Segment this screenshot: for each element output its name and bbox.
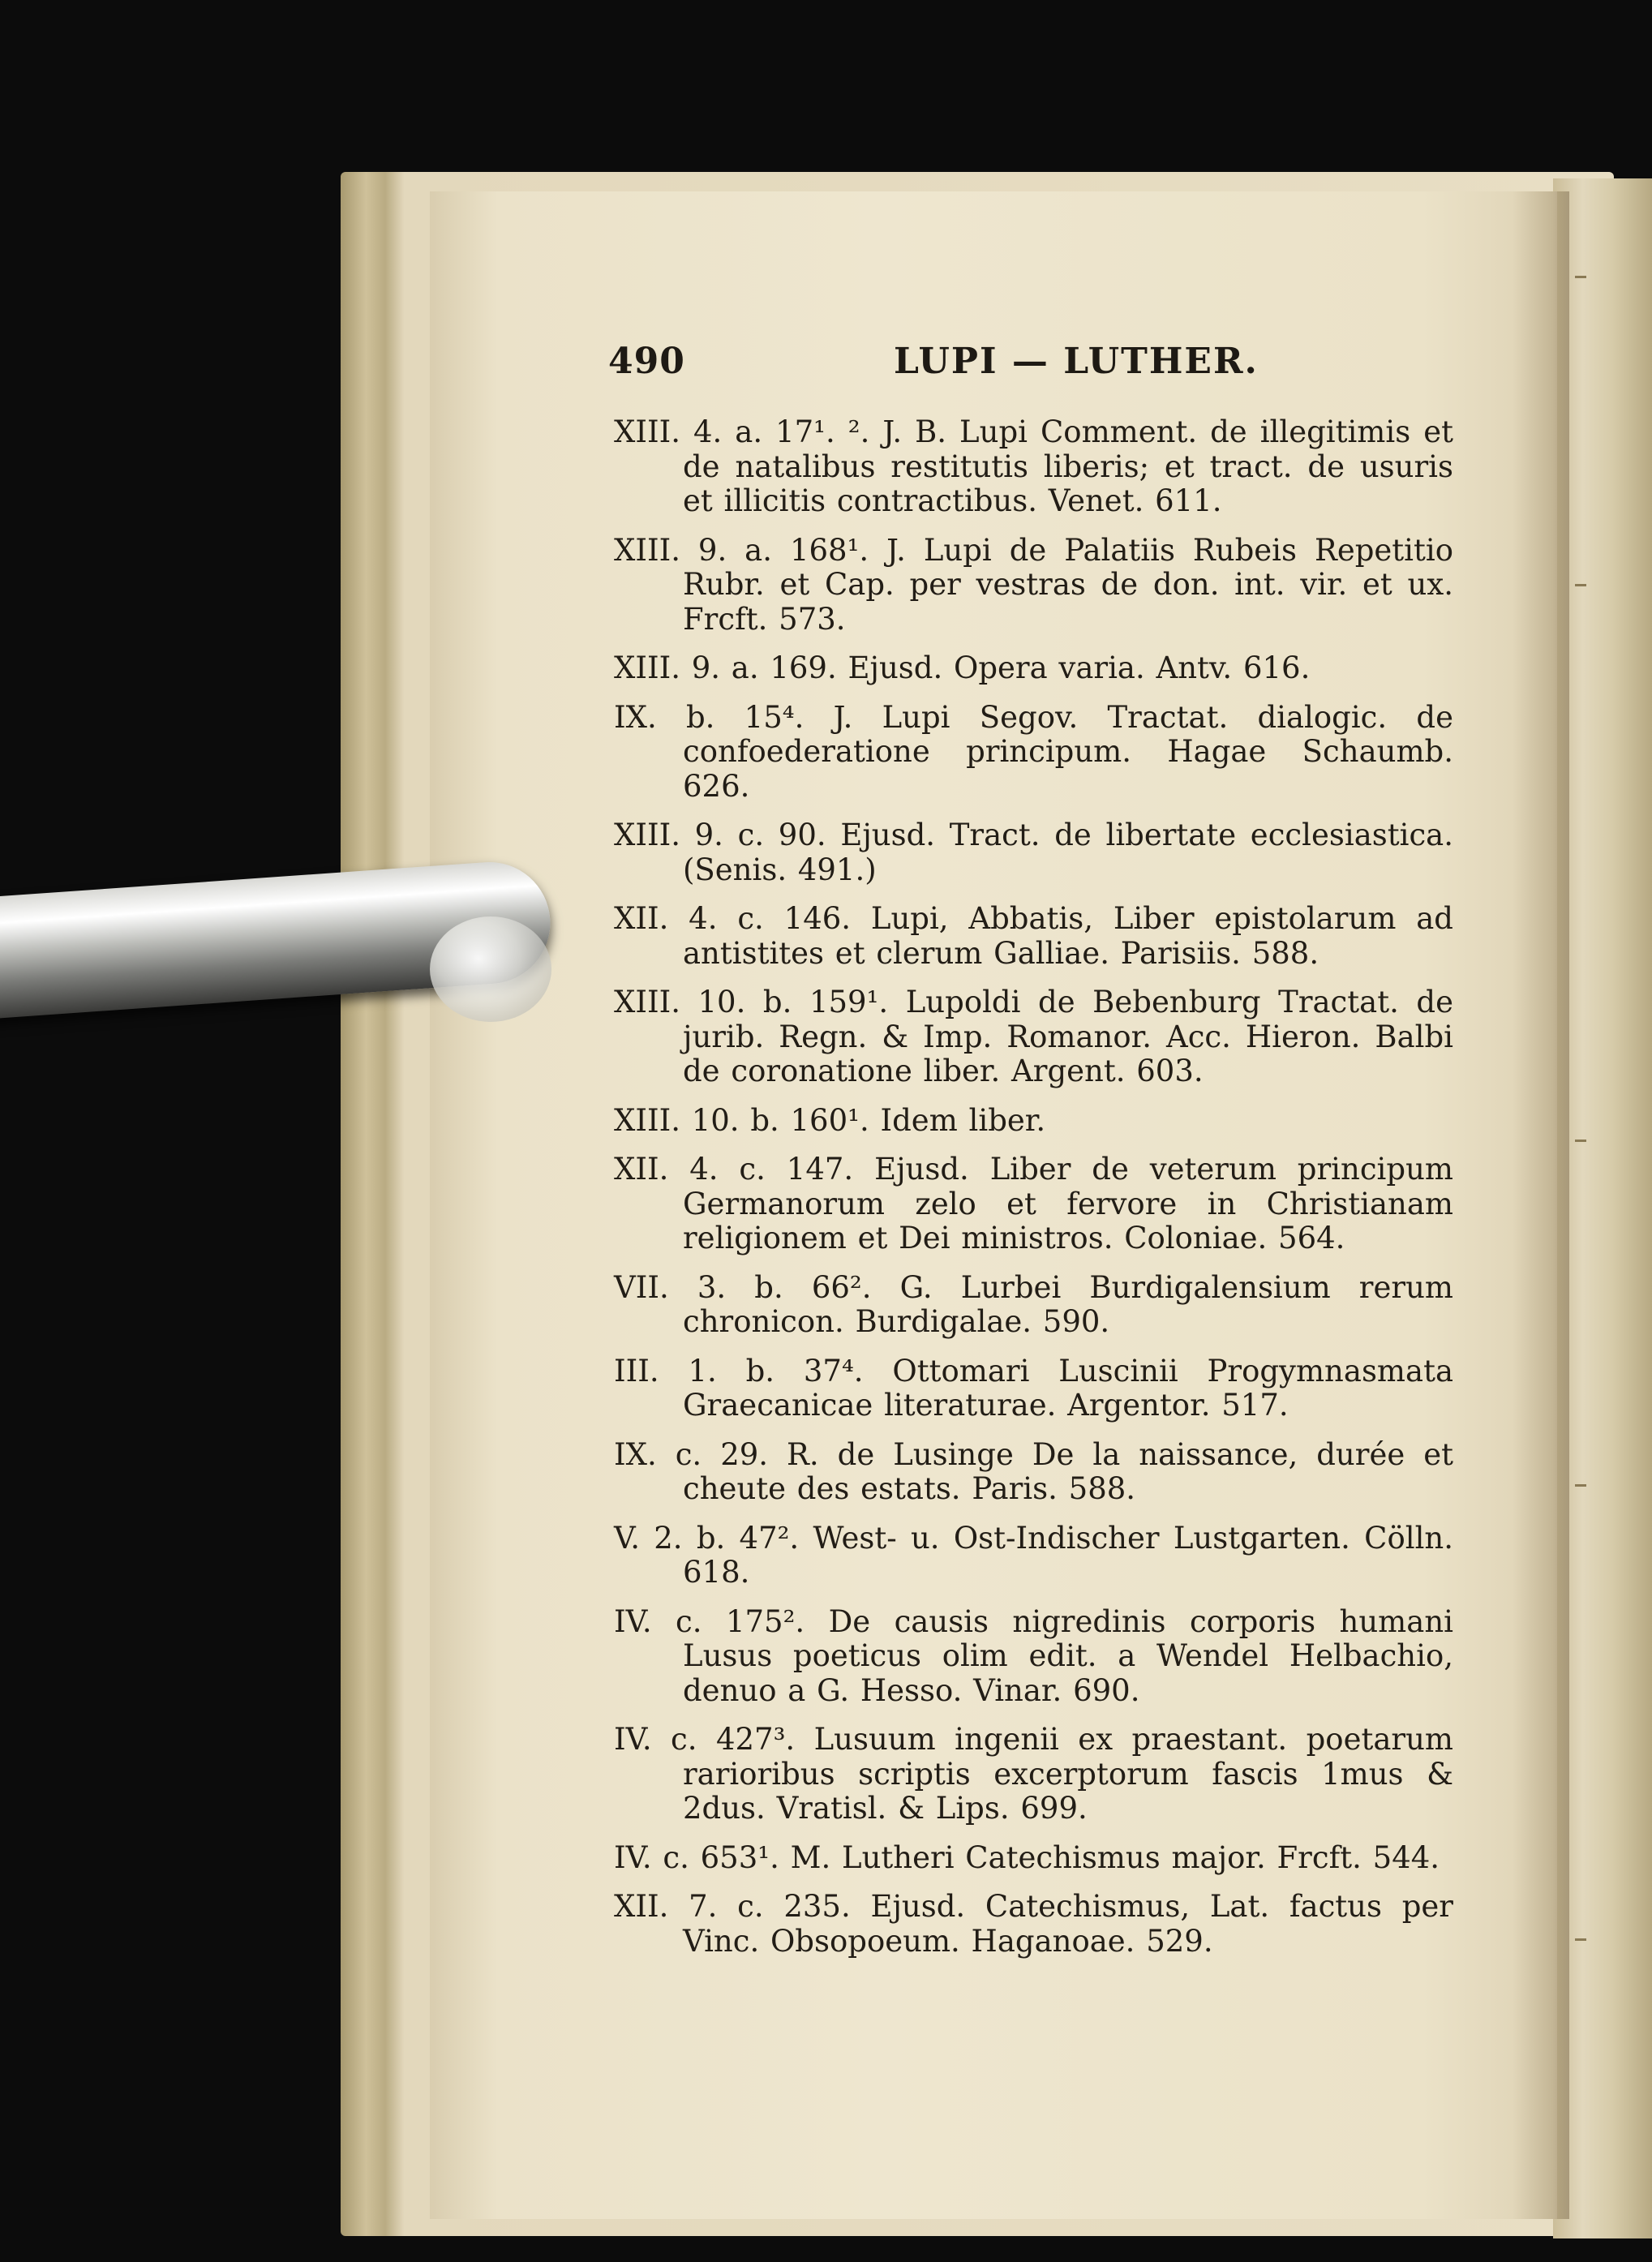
entry-text: IV. c. 175². De causis nigredinis corporis humani Lusus poeticus olim edit. a Wendel Helbachio, denuo a G. Hesso. Vinar. 690.	[614, 1603, 1453, 1708]
page-holder-tip	[430, 916, 551, 1022]
binding-stitch	[1575, 584, 1586, 586]
entry-text: IX. b. 15⁴. J. Lupi Segov. Tractat. dialogic. de confoederatione principum. Hagae Schaumb. 626.	[614, 699, 1453, 804]
catalogue-entry	[614, 1354, 1453, 1423]
entry-text: VII. 3. b. 66². G. Lurbei Burdigalensium rerum chronicon. Burdigalae. 590.	[614, 1269, 1453, 1339]
catalogue-entry	[614, 902, 1453, 971]
binding-stitch	[1575, 1484, 1586, 1487]
entry-text: XII. 4. c. 147. Ejusd. Liber de veterum principum Germanorum zelo et fervore in Christianam religionem et Dei ministros. Coloniae. 564.	[614, 1152, 1453, 1255]
catalogue-entry	[614, 985, 1453, 1089]
entry-text: XIII. 9. a. 168¹. J. Lupi de Palatiis Rubeis Repetitio Rubr. et Cap. per vestras de don. int. vir. et ux. Frcft. 573.	[614, 532, 1453, 637]
entry-text: XIII. 9. a. 169. Ejusd. Opera varia. Antv. 616.	[614, 650, 1311, 685]
catalogue-entry	[614, 1438, 1453, 1507]
catalogue-entry	[614, 415, 1453, 519]
catalogue-entry	[614, 1723, 1453, 1826]
entry-text: XII. 7. c. 235. Ejusd. Catechismus, Lat. factus per Vinc. Obsopoeum. Haganoae. 529.	[614, 1889, 1453, 1959]
binding-stitch	[1575, 1938, 1586, 1941]
catalogue-entries	[614, 415, 1453, 1973]
entry-text: XIII. 10. b. 160¹. Idem liber.	[614, 1102, 1046, 1138]
catalogue-entry	[614, 1522, 1453, 1590]
entry-text: XIII. 4. a. 17¹. ². J. B. Lupi Comment. de illegitimis et de natalibus restitutis liberis; et tract. de usuris et illicitis contractibus. Venet. 611.	[614, 414, 1453, 518]
entry-text: IX. c. 29. R. de Lusinge De la naissance, durée et cheute des estats. Paris. 588.	[614, 1436, 1453, 1506]
entry-text: XIII. 9. c. 90. Ejusd. Tract. de libertate ecclesiastica. (Senis. 491.)	[614, 818, 1453, 887]
entry-text: IV. c. 427³. Lusuum ingenii ex praestant. poetarum rarioribus scriptis excerptorum fascis 1mus & 2dus. Vratisl. & Lips. 699.	[614, 1722, 1453, 1826]
catalogue-entry	[614, 1605, 1453, 1709]
catalogue-entry	[614, 1152, 1453, 1256]
page-number: 490	[608, 341, 685, 382]
binding-stitch	[1575, 276, 1586, 278]
catalogue-entry	[614, 818, 1453, 887]
catalogue-entry	[614, 534, 1453, 637]
entry-text: IV. c. 653¹. M. Lutheri Catechismus major. Frcft. 544.	[614, 1839, 1440, 1875]
gutter-shadow	[1513, 191, 1569, 2219]
catalogue-entry	[614, 651, 1453, 686]
catalogue-entry	[614, 1890, 1453, 1959]
entry-text: V. 2. b. 47². West- u. Ost-Indischer Lustgarten. Cölln. 618.	[614, 1520, 1453, 1590]
running-head: LUPI — LUTHER.	[894, 341, 1259, 382]
entry-text: III. 1. b. 37⁴. Ottomari Luscinii Progymnasmata Graecanicae literaturae. Argentor. 517.	[614, 1353, 1453, 1423]
entry-text: XIII. 10. b. 159¹. Lupoldi de Bebenburg Tractat. de jurib. Regn. & Imp. Romanor. Acc. Hieron. Balbi de coronatione liber. Argent. 603.	[614, 985, 1453, 1088]
catalogue-entry	[614, 1841, 1453, 1876]
catalogue-entry	[614, 1104, 1453, 1139]
catalogue-entry	[614, 701, 1453, 805]
entry-text: XII. 4. c. 146. Lupi, Abbatis, Liber epistolarum ad antistites et clerum Galliae. Parisiis. 588.	[614, 901, 1453, 971]
binding-stitch	[1575, 1140, 1586, 1142]
catalogue-entry	[614, 1271, 1453, 1340]
page-header	[608, 341, 1452, 389]
